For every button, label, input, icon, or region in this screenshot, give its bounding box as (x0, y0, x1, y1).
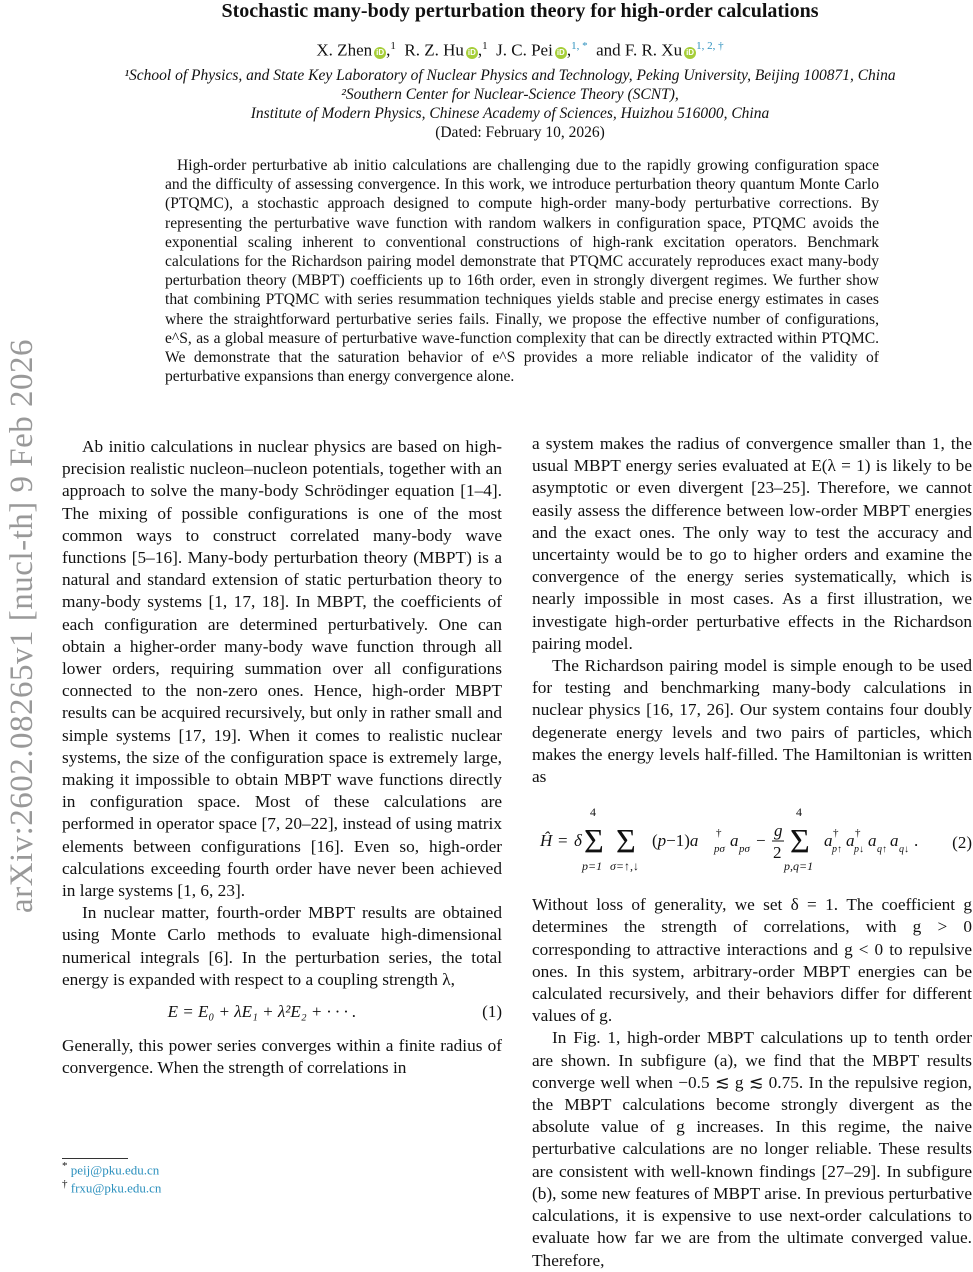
svg-text:a: a (730, 831, 739, 851)
svg-text:†: † (855, 827, 861, 840)
author-name: X. Zhen (316, 40, 373, 60)
email-link[interactable]: frxu@pku.edu.cn (70, 1180, 162, 1196)
svg-text:4: 4 (796, 805, 802, 820)
svg-text:Σ: Σ (584, 823, 604, 861)
svg-text:4: 4 (590, 805, 596, 820)
paragraph: Ab initio calculations in nuclear physics are based on high-precision realistic nucleon–nucleon potentials, together with an approach to solve the many-body Schrödinger equation [1–4]. The mixing of possible configurations is one of the most common ways to construct correlated many-body wave functions [5–16]. Many-body perturbation theory (MBPT) is a natural and standard extension of static perturbation theory to many-body systems [1, 17, 18]. In MBPT, the coefficients of each configuration are determined perturbatively. One can obtain a higher-order many-body wave function through all lower orders, requiring summation over all configurations connected to the non-zero ones. Hence, high-order MBPT results can be acquired recursively, but only in rather small and simple systems [17, 19]. When it comes to realistic nuclear systems, the size of the configuration space is extremely large, making it impossible to obtain MBPT wave functions directly in configuration space. Most of these calculations are performed in operator space [7, 20–22], instead of using matrix elements between configurations [16]. Even so, high-order calculations exceeding fourth order have never been achieved in large systems [1, 6, 23]. (62, 437, 502, 901)
author-affil: 1 (482, 40, 488, 52)
svg-text:Ĥ: Ĥ (540, 831, 553, 851)
svg-text:a: a (890, 831, 899, 851)
svg-text:Σ: Σ (790, 823, 810, 861)
paragraph: In nuclear matter, fourth-order MBPT results are obtained using Monte Carlo methods to evaluate high-dimensional numerical integrals [6]. In the perturbation series, the total energy is expanded with respect to a coupling strength λ, (62, 903, 502, 989)
hamiltonian-formula (532, 788, 932, 888)
footnote-mark: * (62, 1160, 68, 1172)
svg-text:pσ: pσ (739, 843, 750, 856)
column-right (532, 433, 972, 1272)
svg-text:p↓: p↓ (854, 844, 864, 856)
equation-2 (532, 788, 972, 894)
paragraph: In Fig. 1, high-order MBPT calculations up to tenth order are shown. In subfigure (a), we find that the MBPT results converge well when −0.5 ≲ g ≲ 0.75. In the repulsive region, the MBPT calculations become strongly divergent as the absolute value of g increases. In this regime, the naive perturbative calculations are no longer reliable. These results are consistent with well-known findings [27–29]. In subfigure (b), some new features of MBPT arise. In previous perturbative calculations, it is expensive to use next-order calculations to evaluate how far we are from the ultimate converged value. Therefore, (532, 1028, 972, 1270)
equation-1 (62, 991, 502, 1035)
svg-text:δ: δ (574, 831, 582, 851)
svg-text:=: = (558, 831, 568, 851)
email-link[interactable]: peij@pku.edu.cn (70, 1162, 160, 1178)
paper-title: Stochastic many-body perturbation theory for high-order calculations (221, 0, 819, 22)
svg-text:σ=↑,↓: σ=↑,↓ (610, 859, 640, 874)
and-word: and (596, 40, 621, 60)
affiliation-1: ¹School of Physics, and State Key Laboratory of Nuclear Physics and Technology, Peking University, Beijing 100871, China (124, 67, 896, 84)
svg-text:p↑: p↑ (832, 844, 842, 856)
affiliation-3: Institute of Modern Physics, Chinese Academy of Sciences, Huizhou 516000, China (250, 105, 770, 122)
svg-text:a: a (846, 831, 855, 851)
svg-text:q↓: q↓ (899, 844, 909, 856)
author-affil[interactable]: 1, * (571, 40, 588, 52)
paragraph: Without loss of generality, we set δ = 1. The coefficient g determines the strength of correlations, with g > 0 corresponding to attractive interactions and g < 0 to repulsive ones. In this system, arbitrary-order MBPT energies can be calculated recursively, and their behaviors differ for different values of g. (532, 895, 972, 1026)
svg-text:p,q=1: p,q=1 (784, 859, 814, 874)
author-affil[interactable]: 1, 2, † (696, 40, 724, 52)
svg-text:g: g (774, 821, 783, 841)
author-name: R. Z. Hu (404, 40, 464, 60)
author-affil: 1 (390, 40, 396, 52)
svg-text:a: a (824, 831, 833, 851)
equation-number: (2) (952, 833, 972, 853)
author-name: J. C. Pei (496, 40, 553, 60)
column-left (62, 436, 502, 1079)
paragraph: Generally, this power series converges within a finite radius of convergence. When the strength of correlations in (62, 1036, 502, 1078)
abstract: High-order perturbative ab initio calculations are challenging due to the rapidly growing configuration space and the difficulty of assessing convergence. In this work, we introduce perturbation theory quantum Monte Carlo (PTQMC), a stochastic approach designed to compute high-order many-body perturbative corrections. By representing the perturbative wave function with random walkers in configuration space, PTQMC avoids the exponential scaling inherent to conventional constructions of high-rank excitation operators. Benchmark calculations for the Richardson pairing model demonstrate that PTQMC accurately reproduces exact many-body perturbation theory (MBPT) coefficients up to 16th order, even in strongly divergent regimes. We further show that combining PTQMC with series resummation techniques yields stable and precise energy estimates in cases where the straightforward perturbative series fails. Finally, we propose the effective number of configurations, e^S, as a global measure of perturbative wave-function complexity that can be directly extracted within PTQMC. We demonstrate that the saturation behavior of e^S provides a more reliable indicator of the validity of perturbative expansions than energy convergence alone. (165, 157, 879, 386)
author-list: X. Zhen iD ,$^1$ R. Z. Hu iD ,$^1$ J. C. Pei iD ,$^{1, *}$ and F. R. Xu $iD^{1, 2, \dagger}$ (316, 40, 724, 60)
equation-body: E = E₀ + λE₁ + λ²E₂ + · · · . (167, 1002, 357, 1022)
affiliation-2: ²Southern Center for Nuclear-Science Theory (SCNT), (341, 86, 679, 103)
svg-text:†: † (716, 827, 722, 840)
dated-line: (Dated: February 10, 2026) (435, 124, 605, 141)
equation-number: (1) (482, 1002, 502, 1022)
svg-text:pσ: pσ (714, 843, 725, 856)
orcid-icon[interactable]: iD (376, 47, 385, 57)
svg-text:2: 2 (773, 843, 782, 863)
svg-text:Σ: Σ (616, 823, 636, 861)
orcid-icon[interactable]: iD (467, 47, 476, 57)
svg-text:.: . (914, 831, 919, 851)
footnote (62, 1160, 159, 1178)
author-name: F. R. Xu (624, 40, 683, 60)
svg-text:−: − (756, 831, 766, 851)
svg-text:q↑: q↑ (877, 844, 887, 856)
svg-text:a: a (868, 831, 877, 851)
orcid-icon[interactable]: iD (686, 47, 695, 57)
paragraph: a system makes the radius of convergence smaller than 1, the usual MBPT energy series evaluated at E(λ = 1) is likely to be asymptotic or even divergent [23–25]. Therefore, we cannot easily assess the difference between low-order MBPT energies and the exact ones. The only way to test the accuracy and uncertainty would be to go to higher orders and examine the convergence of the energy series systematically, which is nearly impossible in most cases. As a first illustration, we investigate high-order perturbative effects in the Richardson pairing model. (532, 434, 972, 653)
svg-text:(p−1)a: (p−1)a (652, 831, 699, 851)
paragraph: The Richardson pairing model is simple enough to be used for testing and benchmarking many-body calculations in nuclear physics [16, 17, 26]. Our system contains four doubly degenerate energy levels and two pairs of particles, which makes the energy levels half-filled. The Hamiltonian is written as (532, 656, 972, 787)
footnote-mark: † (62, 1178, 68, 1190)
arxiv-stamp: arXiv:2602.08265v1 [nucl-th] 9 Feb 2026 (4, 338, 40, 913)
orcid-icon[interactable]: iD (556, 47, 565, 57)
svg-text:†: † (833, 827, 839, 840)
svg-text:p=1: p=1 (582, 859, 603, 874)
footnote (62, 1178, 161, 1196)
footnote-rule (62, 1158, 128, 1159)
